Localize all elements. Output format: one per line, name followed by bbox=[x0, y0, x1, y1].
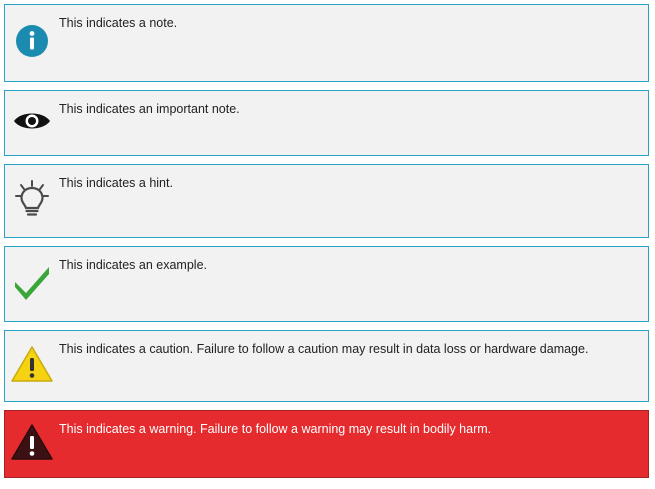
info-icon bbox=[12, 21, 52, 66]
callout-example bbox=[4, 246, 649, 322]
checkmark-icon bbox=[10, 262, 54, 307]
hint-icon-cell bbox=[5, 165, 59, 237]
callout-important bbox=[4, 90, 649, 156]
example-icon-cell bbox=[5, 247, 59, 321]
callout-hint bbox=[4, 164, 649, 238]
callout-note-text: This indicates a note. bbox=[59, 16, 178, 30]
warning-triangle-yellow-icon bbox=[11, 345, 53, 388]
caution-icon-cell bbox=[5, 331, 59, 401]
callout-hint-text: This indicates a hint. bbox=[59, 176, 173, 190]
callout-warning-text: This indicates a warning. Failure to follow a warning may result in bodily harm. bbox=[59, 422, 492, 436]
note-icon-cell bbox=[5, 5, 59, 81]
warning-icon-cell bbox=[5, 411, 59, 477]
callout-caution bbox=[4, 330, 649, 402]
callout-caution-text: This indicates a caution. Failure to follow a caution may result in data loss or hardware damage. bbox=[59, 342, 589, 356]
warning-triangle-dark-icon bbox=[11, 423, 53, 466]
callout-important-text: This indicates an important note. bbox=[59, 102, 240, 116]
callout-warning bbox=[4, 410, 649, 478]
eye-icon bbox=[10, 105, 54, 142]
callout-example-text: This indicates an example. bbox=[59, 258, 207, 272]
callout-note bbox=[4, 4, 649, 82]
important-icon-cell bbox=[5, 91, 59, 155]
lightbulb-icon bbox=[12, 178, 52, 225]
